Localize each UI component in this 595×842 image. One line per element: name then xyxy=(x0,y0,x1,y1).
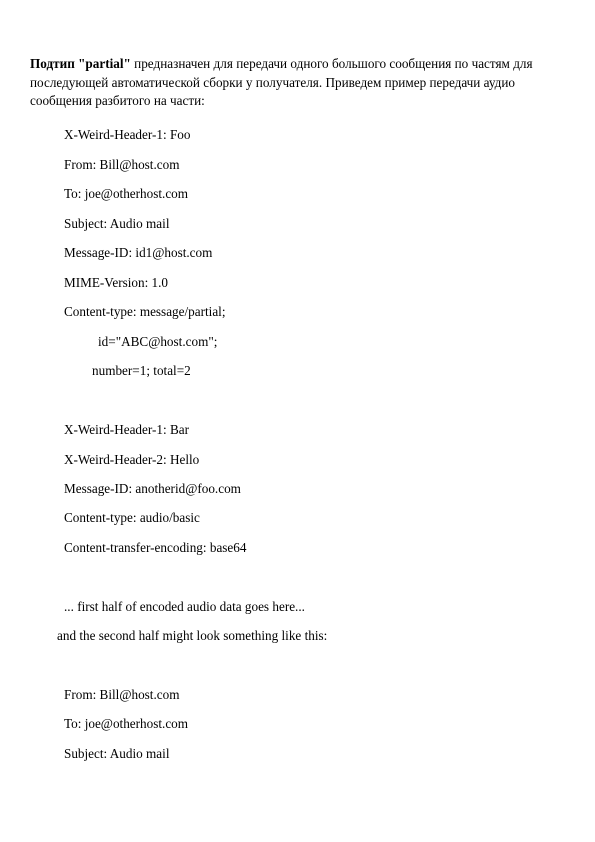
header-line: From: Bill@host.com xyxy=(64,157,180,172)
intro-bold-term: Подтип "partial" xyxy=(30,56,131,71)
header-line: Message-ID: id1@host.com xyxy=(64,245,213,260)
header-param-line: number=1; total=2 xyxy=(92,363,191,378)
header-line: X-Weird-Header-2: Hello xyxy=(64,452,200,467)
header-line: MIME-Version: 1.0 xyxy=(64,275,169,290)
header-line: From: Bill@host.com xyxy=(64,687,180,702)
header-line: Content-transfer-encoding: base64 xyxy=(64,540,247,555)
header-line: Content-type: audio/basic xyxy=(64,510,200,525)
header-line: X-Weird-Header-1: Foo xyxy=(64,127,191,142)
header-line: Content-type: message/partial; xyxy=(64,304,226,319)
intro-text: предназначен для передачи одного большого сообщения по частям для последующей автоматической сборки у получателя. Приведем пример передачи аудио сообщения разбитого на части: xyxy=(30,56,533,108)
header-line: To: joe@otherhost.com xyxy=(64,716,189,731)
intro-paragraph xyxy=(30,55,570,111)
transition-text: and the second half might look something like this: xyxy=(57,628,328,643)
header-line: Subject: Audio mail xyxy=(64,746,170,761)
header-line: X-Weird-Header-1: Bar xyxy=(64,422,189,437)
header-line: Message-ID: anotherid@foo.com xyxy=(64,481,241,496)
header-param-line: id="ABC@host.com"; xyxy=(98,334,218,349)
header-line: Subject: Audio mail xyxy=(64,216,170,231)
audio-data-note: ... first half of encoded audio data goes here... xyxy=(64,599,305,614)
header-line: To: joe@otherhost.com xyxy=(64,186,189,201)
